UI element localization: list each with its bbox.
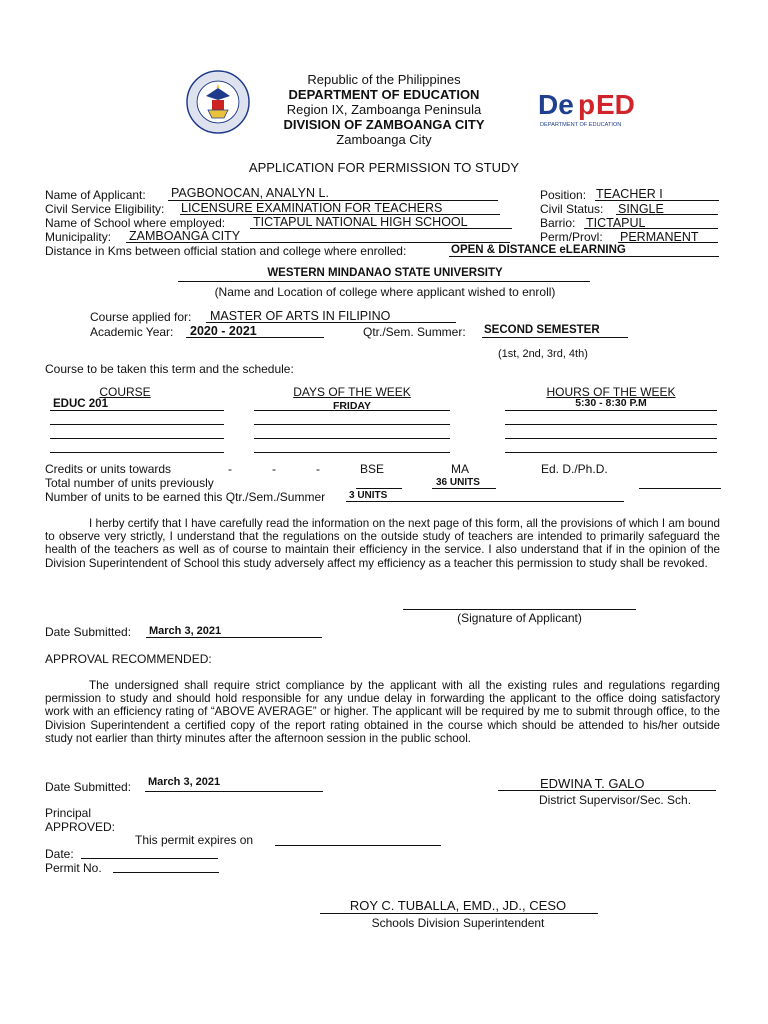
col-days-header: DAYS OF THE WEEK (293, 385, 411, 399)
credits-dash: - (272, 462, 276, 476)
position-label: Position: (540, 188, 587, 202)
deped-logo (538, 88, 643, 130)
svg-text:De: De (538, 89, 574, 120)
date-submitted-value: March 3, 2021 (148, 776, 221, 788)
permit-expires-label: This permit expires on (135, 833, 254, 847)
header-republic: Republic of the Philippines (307, 72, 461, 87)
col-course-header: COURSE (99, 385, 151, 399)
supervisor-signature-line (498, 790, 716, 791)
date-submitted-underline (146, 637, 322, 638)
credits-dash: - (316, 462, 320, 476)
applicant-name-label: Name of Applicant: (45, 188, 146, 202)
superintendent-name: ROY C. TUBALLA, EMD., JD., CESO (349, 898, 567, 913)
course-value: MASTER OF ARTS IN FILIPINO (210, 309, 391, 323)
schedule-hours-value: 5:30 - 8:30 P.M (575, 397, 647, 409)
schedule-line (505, 410, 717, 411)
civil-status-underline (616, 214, 718, 215)
municipality-underline (126, 242, 510, 243)
schedule-line (50, 438, 224, 439)
date-submitted-label: Date Submitted: (45, 780, 132, 794)
school-underline (250, 228, 512, 229)
academic-year-label: Academic Year: (90, 325, 174, 339)
permit-no-label: Permit No. (45, 861, 102, 875)
superintendent-signature-line (320, 913, 598, 914)
header-city: Zamboanga City (336, 132, 432, 147)
svg-text:ED: ED (596, 89, 635, 120)
approval-paragraph: The undersigned shall require strict compliance by the applicant with all the existing rules and regulations regarding permission to study and should hold responsible for any undue delay in forwarding the applicant to the office doing satisfactory work with an efficiency rating of “ABOVE AVERAGE” or higher. The applicant will be required by me to submit through office, to the Division Superintendent a certified copy of the report rating obtained in the course which should be attended to his/her outside study not earlier than thirty minutes after the afternoon session in the public school. (45, 679, 720, 745)
date-submitted-underline (145, 791, 323, 792)
semester-label: Qtr./Sem. Summer: (363, 325, 466, 339)
superintendent-title: Schools Division Superintendent (371, 916, 545, 930)
credits-ma: MA (451, 462, 469, 476)
credits-dash: - (228, 462, 232, 476)
civil-status-label: Civil Status: (540, 202, 604, 216)
barrio-underline (584, 228, 718, 229)
schedule-days-value: FRIDAY (332, 400, 372, 412)
college-underline (178, 281, 590, 282)
approval-recommended-label: APPROVAL RECOMMENDED: (45, 652, 212, 666)
certification-paragraph: I herby certify that I have carefully read the information on the next page of this form, all the provisions of which I am bound to observe very strictly, I understand that the regulations on the outside study of teachers are intended to primarily safeguard the health of the teachers as well as of course to maintain their efficiency in the service. I also understand that if in the opinion of the Division Superintendent of School this study adversely affect my efficiency as a teacher this permission to study shall be revoked. (45, 517, 720, 570)
school-label: Name of School where employed: (45, 216, 226, 230)
perm-value: PERMANENT (620, 230, 699, 244)
form-title: APPLICATION FOR PERMISSION TO STUDY (248, 160, 520, 175)
schedule-line (254, 438, 450, 439)
credits-label: Credits or units towards (45, 462, 172, 476)
schedule-line (505, 452, 717, 453)
distance-underline (449, 256, 719, 257)
signature-label: (Signature of Applicant) (457, 611, 582, 625)
total-edd-underline (639, 488, 721, 489)
municipality-label: Municipality: (45, 230, 112, 244)
schedule-line (50, 410, 224, 411)
schedule-line (50, 452, 224, 453)
header-department: DEPARTMENT OF EDUCATION (288, 87, 480, 102)
applicant-name-value: PAGBONOCAN, ANALYN L. (171, 186, 329, 200)
principal-label: Principal (45, 806, 92, 820)
signature-line (403, 609, 636, 610)
credits-bse: BSE (360, 462, 385, 476)
total-ma-underline (432, 488, 496, 489)
course-label: Course applied for: (90, 310, 192, 324)
eligibility-label: Civil Service Eligibility: (45, 202, 165, 216)
total-units-label: Total number of units previously (45, 476, 214, 490)
svg-text:p: p (578, 89, 596, 120)
municipality-value: ZAMBOANGA CITY (129, 229, 241, 243)
academic-year-value: 2020 - 2021 (190, 324, 257, 338)
earned-units-underline (346, 501, 624, 502)
supervisor-title: District Supervisor/Sec. Sch. (539, 793, 692, 807)
distance-label: Distance in Kms between official station and college where enrolled: (45, 244, 407, 258)
approved-label: APPROVED: (45, 820, 116, 834)
permit-expires-underline (275, 845, 441, 846)
header-region: Region IX, Zamboanga Peninsula (286, 102, 482, 117)
semester-underline (482, 337, 628, 338)
schedule-line (505, 424, 717, 425)
schedule-line (505, 438, 717, 439)
date-underline (81, 858, 218, 859)
schedule-line (254, 452, 450, 453)
position-underline (595, 200, 719, 201)
credits-edd: Ed. D./Ph.D. (541, 462, 608, 476)
earned-units-value: 3 UNITS (349, 490, 388, 501)
supervisor-name: EDWINA T. GALO (540, 776, 645, 791)
college-name: WESTERN MINDANAO STATE UNIVERSITY (267, 267, 503, 279)
schedule-line (254, 410, 450, 411)
distance-value: OPEN & DISTANCE eLEARNING (451, 244, 626, 256)
date-label: Date: (45, 847, 74, 861)
perm-underline (618, 242, 718, 243)
eligibility-value: LICENSURE EXAMINATION FOR TEACHERS (181, 201, 443, 215)
date-submitted-label: Date Submitted: (45, 625, 132, 639)
perm-label: Perm/Provl: (540, 230, 603, 244)
total-ma-value: 36 UNITS (436, 477, 480, 488)
date-submitted-value: March 3, 2021 (149, 625, 222, 637)
earned-units-label: Number of units to be earned this Qtr./Sem./Summer (45, 490, 326, 504)
schedule-line (254, 424, 450, 425)
barrio-label: Barrio: (540, 216, 576, 230)
barrio-value: TICTAPUL (586, 216, 646, 230)
total-bse-underline (356, 488, 402, 489)
svg-text:DEPARTMENT OF EDUCATION: DEPARTMENT OF EDUCATION (540, 122, 622, 128)
semester-hint: (1st, 2nd, 3rd, 4th) (498, 348, 588, 360)
schedule-line (50, 424, 224, 425)
position-value: TEACHER I (596, 187, 663, 201)
col-hours-header: HOURS OF THE WEEK (546, 385, 676, 399)
schedule-course-value: EDUC 201 (53, 398, 108, 410)
civil-status-value: SINGLE (618, 202, 664, 216)
college-caption: (Name and Location of college where applicant wished to enroll) (214, 285, 556, 299)
academic-year-underline (186, 337, 324, 338)
schedule-intro: Course to be taken this term and the schedule: (45, 362, 294, 376)
course-underline (206, 322, 456, 323)
school-value: TICTAPUL NATIONAL HIGH SCHOOL (253, 215, 468, 229)
permit-no-underline (113, 872, 219, 873)
header-division: DIVISION OF ZAMBOANGA CITY (283, 117, 485, 132)
semester-value: SECOND SEMESTER (484, 324, 600, 336)
